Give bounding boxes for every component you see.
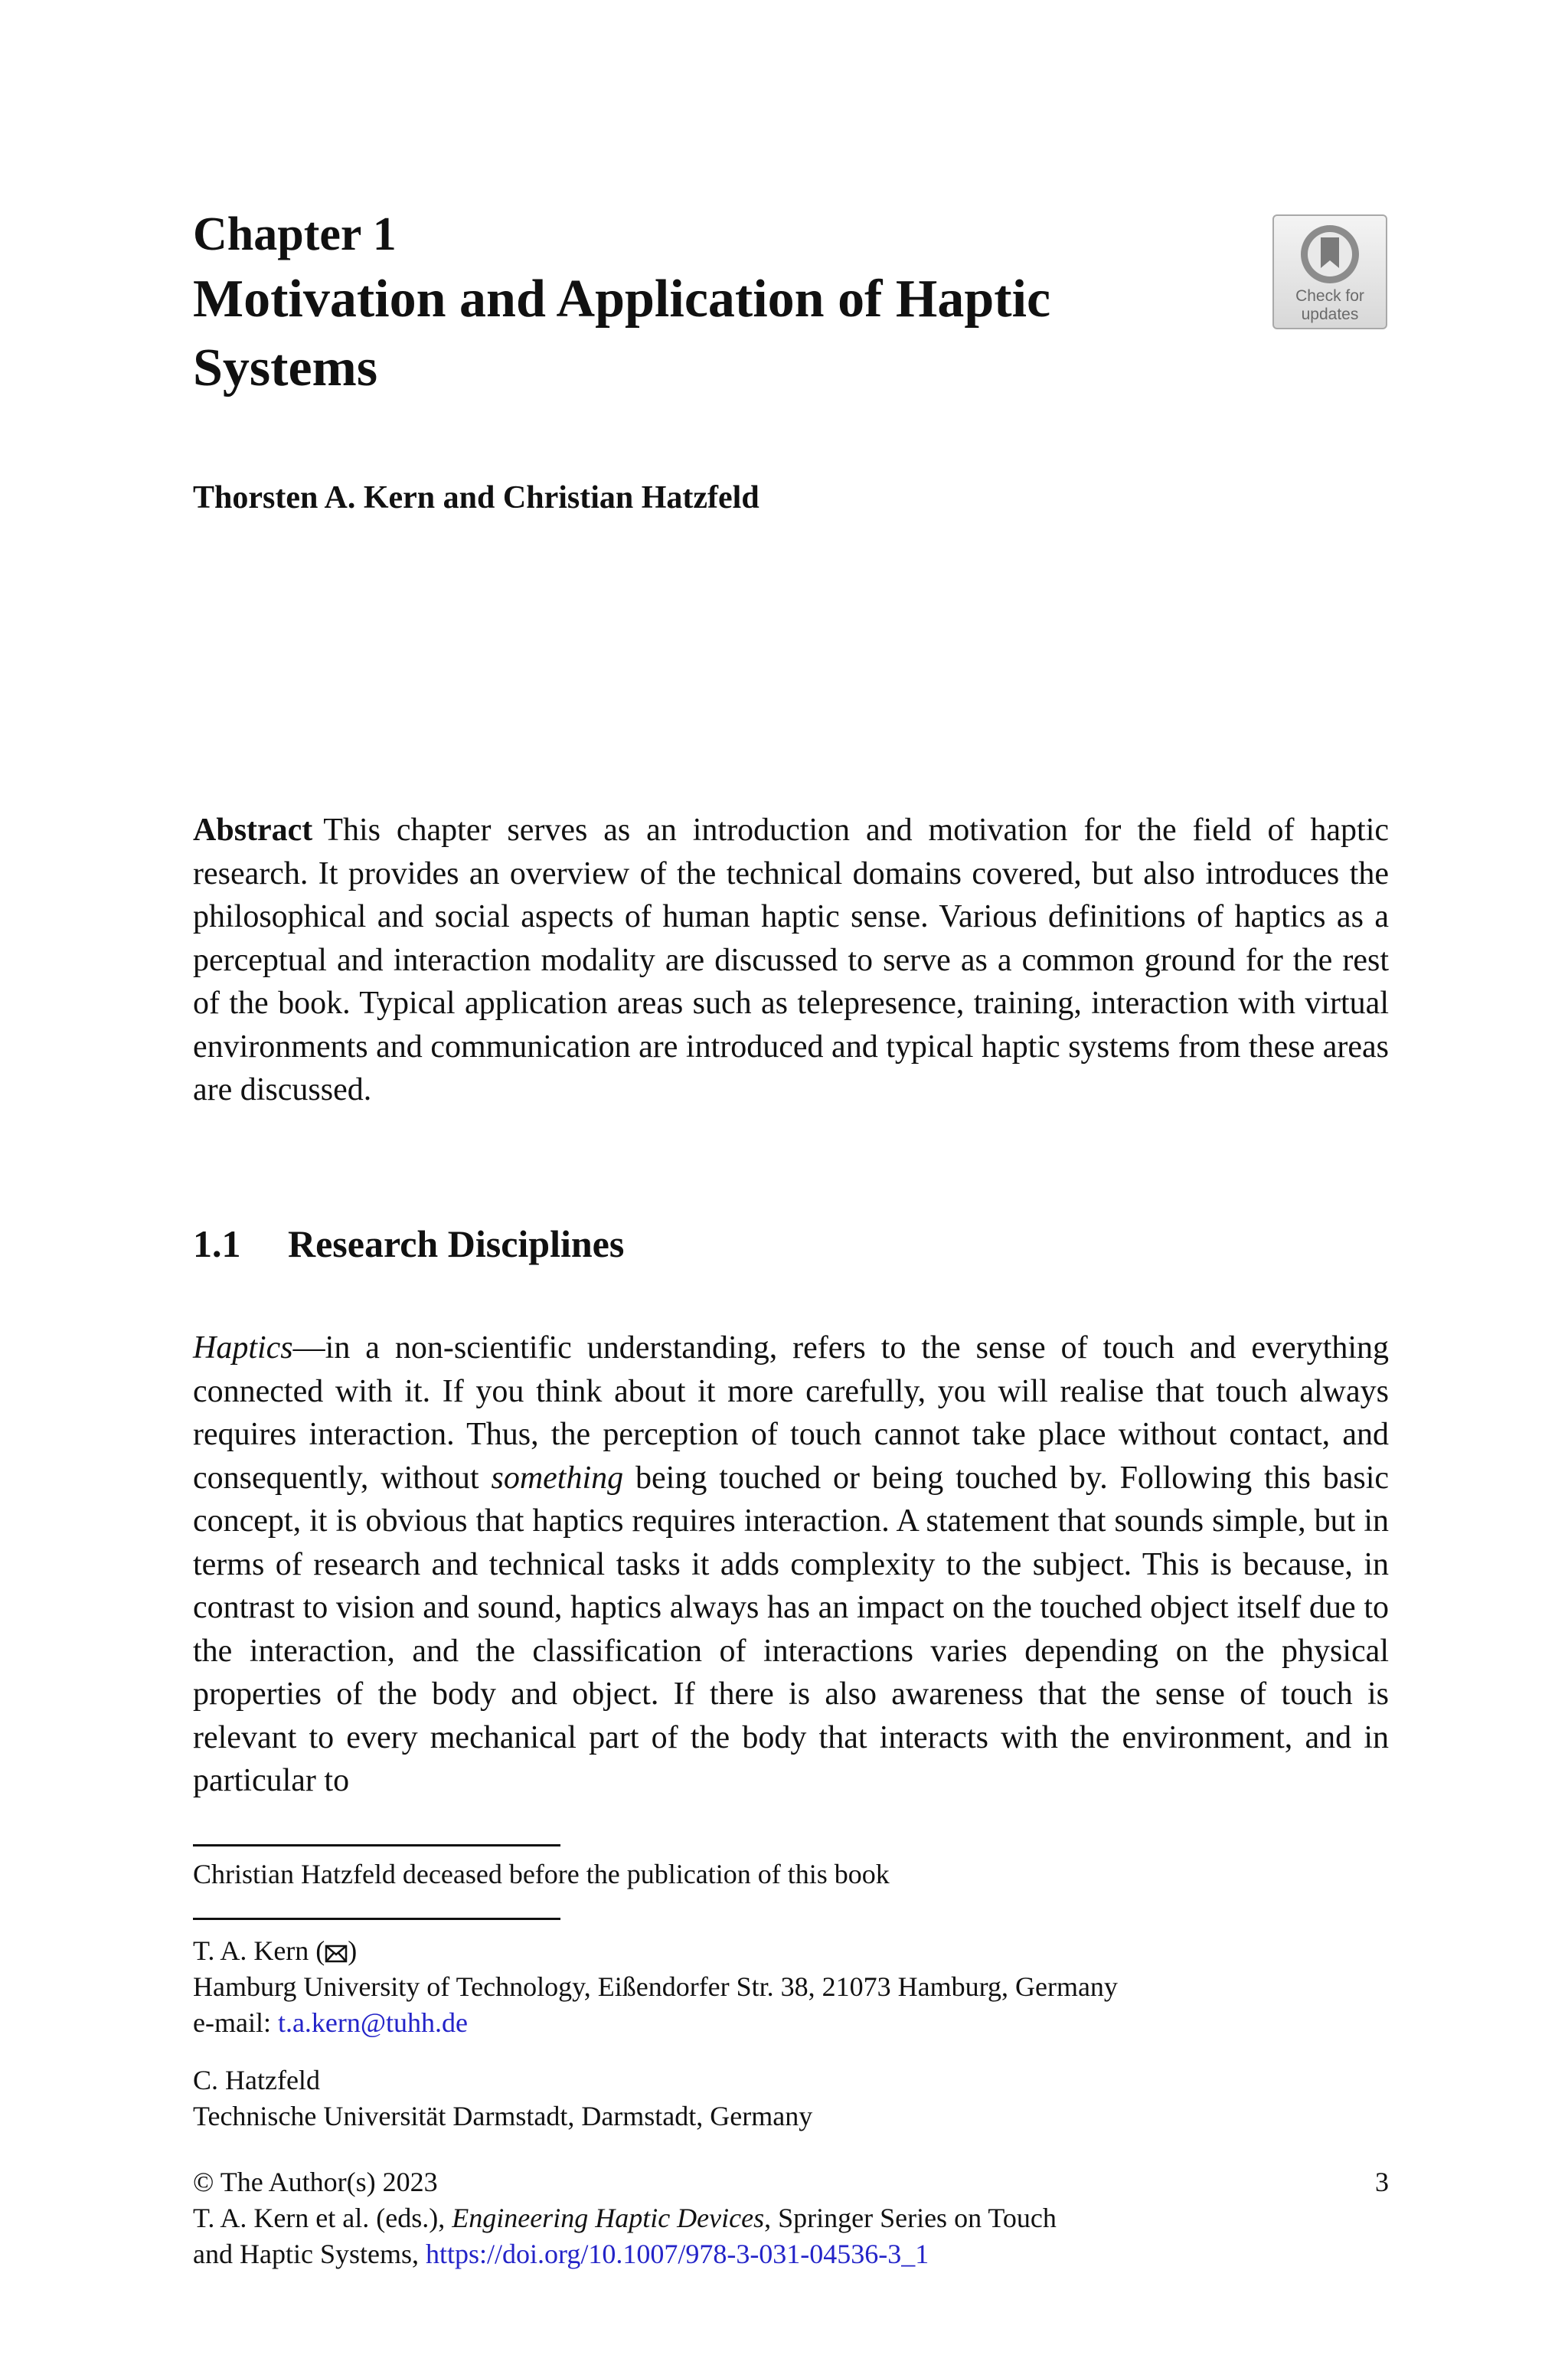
kern-address: Hamburg University of Technology, Eißendorfer Str. 38, 21073 Hamburg, Germany: [193, 1971, 1118, 2002]
citation-prefix: T. A. Kern et al. (eds.),: [193, 2203, 452, 2233]
hatzfeld-address: Technische Universität Darmstadt, Darmstadt, Germany: [193, 2101, 813, 2131]
kern-name-close: ): [348, 1935, 358, 1966]
envelope-icon: [325, 1944, 348, 1964]
kern-email-link[interactable]: t.a.kern@tuhh.de: [277, 2007, 469, 2038]
paragraph-part-2: being touched or being touched by. Following this basic concept, it is obvious that haptics requires interaction. A statement that sounds simple, but in terms of research and technical tasks it adds complexity to the subject. This is because, in contrast to vision and sound, haptics always has an impact on the touched object itself due to the interaction, and the classification of interactions varies depending on the physical properties of the body and object. If there is also awareness that the sense of touch is relevant to every mechanical part of the body that interacts with the environment, and in particular to: [193, 1460, 1390, 1798]
footnote-text: Christian Hatzfeld deceased before the publication of this book: [193, 1859, 890, 1889]
footnote-divider: [193, 1844, 560, 1846]
kern-name: T. A. Kern (: [193, 1935, 325, 1966]
affiliation-kern: [193, 1933, 1118, 2041]
crossmark-bookmark-icon: [1298, 222, 1362, 286]
chapter-authors: Thorsten A. Kern and Christian Hatzfeld: [193, 480, 760, 515]
check-for-updates-line-1: Check for: [1295, 287, 1364, 305]
abstract-label: Abstract: [193, 813, 313, 848]
check-for-updates-line-2: updates: [1301, 306, 1359, 323]
copyright-block: [193, 2164, 1389, 2272]
section-title: Research Disciplines: [288, 1222, 625, 1265]
chapter-label: Chapter 1: [193, 208, 397, 260]
emphasis-something: something: [491, 1460, 624, 1496]
affiliation-divider: [193, 1918, 560, 1920]
hatzfeld-name: C. Hatzfeld: [193, 2065, 320, 2095]
section-heading: [193, 1219, 624, 1268]
doi-link[interactable]: https://doi.org/10.1007/978-3-031-04536-3_1: [425, 2239, 929, 2269]
book-title: Engineering Haptic Devices: [452, 2203, 765, 2233]
affiliation-hatzfeld: [193, 2062, 812, 2134]
section-number: 1.1: [193, 1222, 241, 1265]
chapter-title: [193, 265, 1173, 403]
citation-line-2: and Haptic Systems,: [193, 2239, 426, 2269]
kern-email-label: e-mail:: [193, 2007, 278, 2038]
abstract: [193, 809, 1389, 1112]
paragraph-part-1: —in a non-scientific understanding, refers to the sense of touch and everything connected with it. If you think about it more carefully, you will realise that touch always requires interaction. Thus, the perception of touch cannot take place without contact, and consequently, without: [193, 1330, 1389, 1496]
abstract-text: This chapter serves as an introduction and motivation for the field of haptic research. It provides an overview of the technical domains covered, but also introduces the philosophical and social aspects of human haptic sense. Various definitions of haptics as a perceptual and interaction modality are discussed to serve as a common ground for the rest of the book. Typical application areas such as telepresence, training, interaction with virtual environments and communication are introduced and typical haptic systems from these areas are discussed.: [193, 813, 1389, 1107]
page-number: 3: [1375, 2167, 1389, 2197]
chapter-title-line-1: Motivation and Application of Haptic: [193, 270, 1051, 329]
term-haptics: Haptics: [193, 1330, 293, 1366]
citation-series: , Springer Series on Touch: [764, 2203, 1057, 2233]
check-for-updates-badge[interactable]: [1272, 214, 1387, 329]
copyright-line: © The Author(s) 2023: [193, 2167, 438, 2197]
chapter-title-line-2: Systems: [193, 339, 378, 397]
section-paragraph: [193, 1326, 1389, 1803]
